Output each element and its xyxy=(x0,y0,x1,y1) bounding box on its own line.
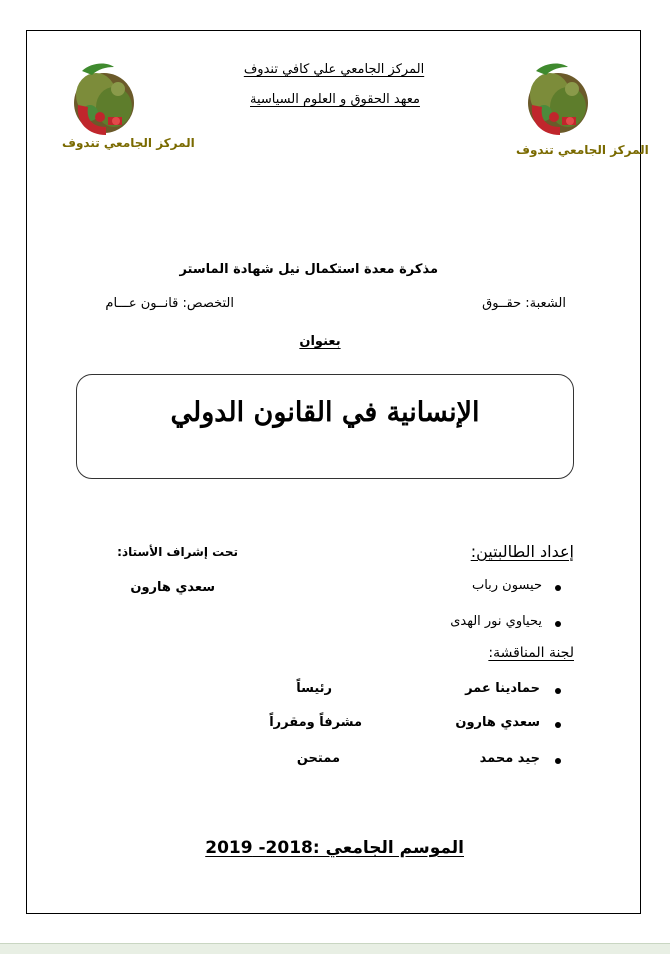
bullet-committee-3 xyxy=(555,758,561,764)
title-box xyxy=(76,374,574,479)
institution-name: المركز الجامعي علي كافي تندوف xyxy=(243,62,425,77)
title-intro: بعنوان xyxy=(299,334,341,349)
branch-label: الشعبة: حقــوق xyxy=(482,296,566,311)
specialty-label: التخصص: قانــون عـــام xyxy=(105,296,234,311)
student-name-1: حيسون رباب xyxy=(471,578,542,593)
supervisor-name: سعدي هارون xyxy=(130,580,215,595)
students-heading: إعداد الطالبتين: xyxy=(470,542,574,561)
bullet-committee-1 xyxy=(555,688,561,694)
thesis-purpose: مذكرة معدة استكمال نيل شهادة الماستر xyxy=(179,262,438,277)
committee-member-role-2: مشرفاً ومقرراً xyxy=(269,715,362,730)
committee-member-role-3: ممتحن xyxy=(296,751,340,766)
institute-name: معهد الحقوق و العلوم السياسية xyxy=(250,92,420,107)
committee-member-name-2: سعدي هارون xyxy=(455,715,540,730)
committee-member-role-1: رئيساً xyxy=(296,681,332,696)
committee-member-name-1: حمادينا عمر xyxy=(465,681,540,696)
thesis-title: الإنسانية في القانون الدولي xyxy=(170,397,480,428)
logo-caption-left: المركز الجامعي تندوف xyxy=(62,136,195,150)
bullet-student-1 xyxy=(555,585,561,591)
viewer-bottom-bar xyxy=(0,943,670,954)
supervisor-heading: تحت إشراف الأستاذ: xyxy=(117,545,238,559)
bullet-student-2 xyxy=(555,621,561,627)
committee-heading: لجنة المناقشة: xyxy=(488,645,574,661)
committee-member-name-3: جيد محمد xyxy=(479,751,540,766)
academic-season: الموسم الجامعي :2018- 2019 xyxy=(205,838,464,858)
bullet-committee-2 xyxy=(555,722,561,728)
logo-caption-right: المركز الجامعي تندوف xyxy=(516,143,649,157)
student-name-2: يحياوي نور الهدى xyxy=(450,614,542,629)
